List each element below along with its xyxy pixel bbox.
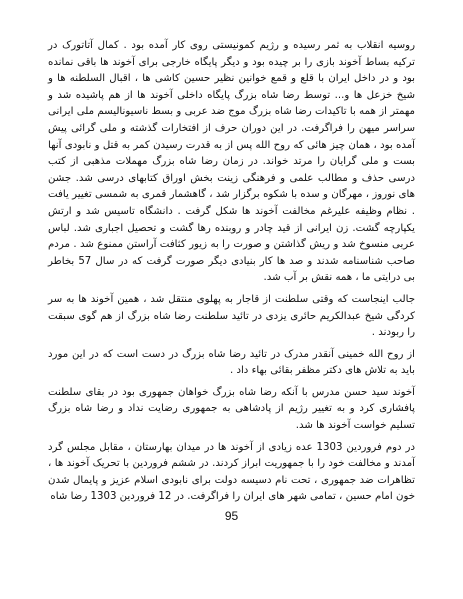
paragraph-2: جالب اینجاست که وقتی سلطنت از قاجار به پهلوی منتقل شد ، همین آخوند ها به سر کردگی شیخ عبدالکریم حائری یزدی در تائید سلطنت رضا شاه بزرگ از هم گوی سبقت را ربودند . xyxy=(48,293,415,339)
page-number: 95 xyxy=(224,509,239,523)
document-body xyxy=(48,38,415,511)
paragraph-3: از روح الله خمینی آنقدر مدرک در تائید رضا شاه بزرگ در دست است که در این مورد باید به تلاش های دکتر مظفر بقائی بهاء داد . xyxy=(48,348,415,377)
paragraph-5: در دوم فروردین 1303 عده زیادی از آخوند ها در میدان بهارستان ، مقابل مجلس گرد آمدند و مخالفت خود را با جمهوریت ابراز کردند. در ششم فروردین با تحریک آخوند ها ، تظاهرات ضد جمهوری ، تحت نام دسیسه دولت برای نابودی اسلام عزیز و پایمال شدن خون امام حسین ، تمامی شهر های ایران را فراگرفت. در 12 فروردین 1303 رضا شاه xyxy=(48,441,415,503)
paragraph-1: روسیه انقلاب به ثمر رسیده و رژیم کمونیستی روی کار آمده بود . کمال آتاتورک در ترکیه بساط آخوند بازی را بر چیده بود و دیگر پایگاه خارجی برای آخوند ها باقی نمانده بود و در داخل ایران با قلع و قمع خوانین نظیر حسین کاشی ها ، اقبال السلطنه ها و شیخ خزعل ها و... توسط رضا شاه بزرگ پایگاه داخلی آخوند ها از هم پاشیده شد و مهمتر از همه با تاکیدات رضا شاه بزرگ موج ضد عربی و بسط ناسیونالیسم ملی ایرانی سراسر میهن را فراگرفت. در این دوران حرف از افتخارات گذشته و ملی گرائی پیش آمده بود ، همان چیز هائی که روح الله پس از به قدرت رسیدن کمر به قتل و نابودی آنها بست و ملی گرایان را مرتد خواند. در زمان رضا شاه بزرگ مهملات مذهبی از کتب درسی حذف و مطالب علمی و فرهنگی زینت بخش اوراق کتابهای درسی شد. جشن های نوروز ، مهرگان و سده با شکوه برگزار شد ، گاهشمار قمری به شمسی تغییر یافت . نظام وظیفه علیرغم مخالفت آخوند ها شکل گرفت . دانشگاه تاسیس شد و ارتش یکپارچه گشت. زن ایرانی از قید چادر و روبنده رها گشت و تحصیل اجباری شد. لباس عربی منسوخ شد و ریش گذاشتن و صورت را به زیور کثافت آراستن ممنوع شد . مردم صاحب شناسنامه شدند و صد ها کار بنیادی دیگر صورت گرفت که در سال 57 بخاطر بی درایتی ما ، همه نقش بر آب شد. xyxy=(48,40,415,284)
paragraph-4: آخوند سید حسن مدرس با آنکه رضا شاه بزرگ خواهان جمهوری بود در بقای سلطنت پافشاری کرد و به تغییر رژیم از پادشاهی به جمهوری رضایت نداد و رضا شاه بزرگ تسلیم خواست آخوند ها شد. xyxy=(48,386,415,432)
